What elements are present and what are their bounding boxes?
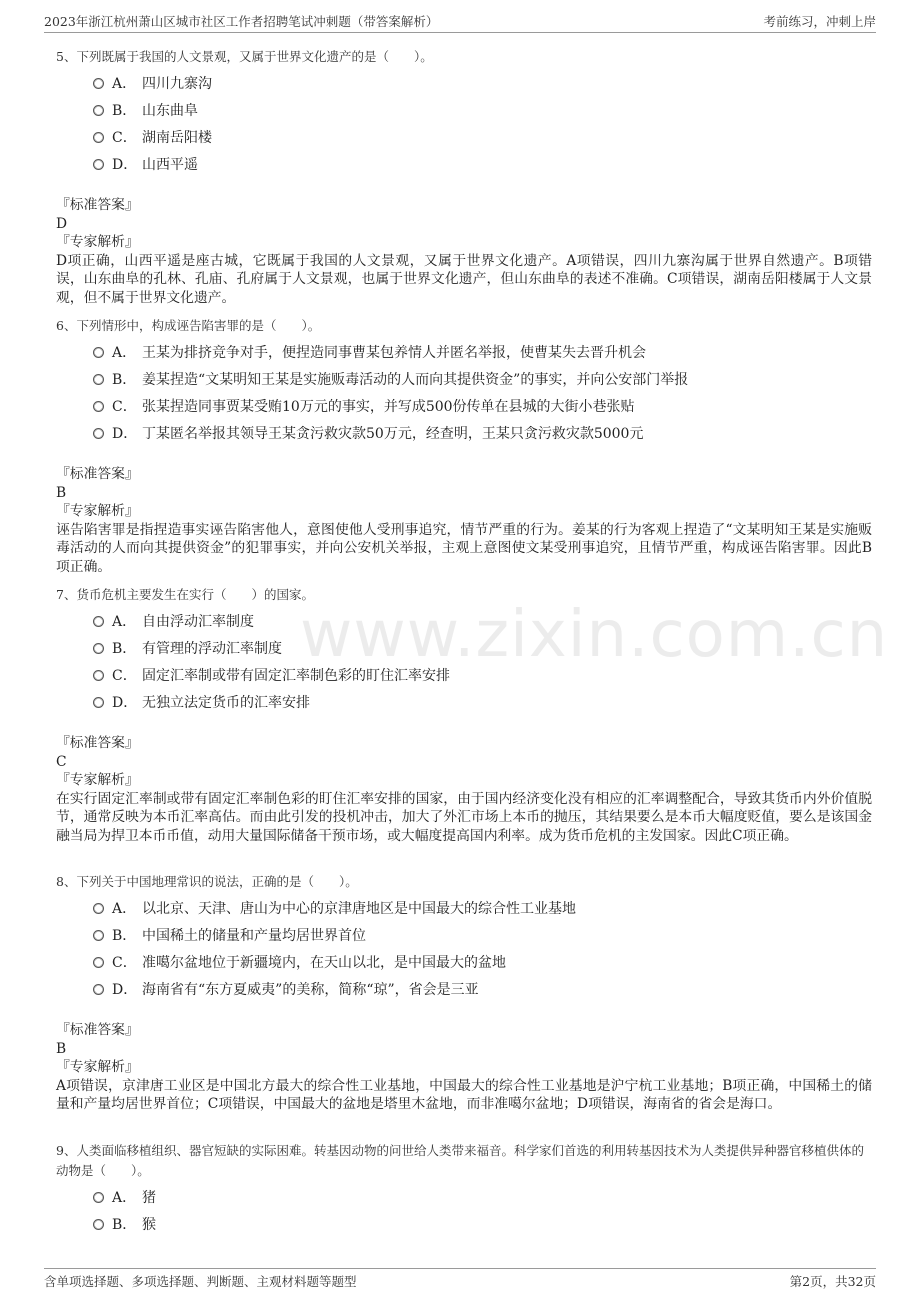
analysis-text: A项错误，京津唐工业区是中国北方最大的综合性工业基地，中国最大的综合性工业基地是沪宁杭工业基地；B项正确，中国稀土的储量和产量均居世界首位；C项错误，中国最大的盆地是塔里木盆地，而非准噶尔盆地；D项错误，海南省的省会是海口。 [56, 1077, 872, 1112]
option-text: 张某捏造同事贾某受贿10万元的事实，并写成500份传单在县城的大街小巷张贴 [142, 399, 635, 415]
option-letter: C． [112, 955, 137, 971]
question-stem: 9、人类面临移植组织、器官短缺的实际困难。转基因动物的问世给人类带来福音。科学家们首选的利用转基因技术为人类提供异种器官移植供体的动物是（ ）。 [56, 1143, 864, 1178]
option-c[interactable] [93, 950, 872, 977]
footer-note: 含单项选择题、多项选择题、判断题、主观材料题等题型 [44, 1274, 357, 1289]
radio-icon[interactable] [93, 428, 104, 439]
radio-icon[interactable] [93, 374, 104, 385]
radio-icon[interactable] [93, 1219, 104, 1230]
option-text: 中国稀土的储量和产量均居世界首位 [142, 928, 366, 944]
radio-icon[interactable] [93, 697, 104, 708]
question-9 [56, 1141, 872, 1239]
option-text: 姜某捏造“文某明知王某是实施贩毒活动的人而向其提供资金”的事实，并向公安部门举报 [142, 372, 689, 388]
option-letter: D． [112, 695, 138, 711]
option-letter: B． [112, 641, 137, 657]
option-letter: C． [112, 668, 137, 684]
answer-block [56, 465, 872, 576]
radio-icon[interactable] [93, 903, 104, 914]
option-text: 王某为排挤竞争对手，便捏造同事曹某包养情人并匿名举报，使曹某失去晋升机会 [142, 345, 646, 361]
option-a[interactable] [93, 71, 872, 98]
option-letter: D． [112, 157, 138, 173]
analysis-label: 『专家解析』 [56, 772, 139, 788]
option-text: 山东曲阜 [142, 103, 198, 119]
option-text: 湖南岳阳楼 [142, 130, 212, 146]
analysis-text: 诬告陷害罪是指捏造事实诬告陷害他人，意图使他人受刑事追究，情节严重的行为。姜某的行为客观上捏造了“文某明知王某是实施贩毒活动的人而向其提供资金”的犯罪事实，并向公安机关举报，主观上意图使文某受刑事追究，且情节严重，构成诬告陷害罪。因此B项正确。 [56, 521, 872, 575]
option-a[interactable] [93, 609, 872, 636]
option-text: 以北京、天津、唐山为中心的京津唐地区是中国最大的综合性工业基地 [142, 901, 576, 917]
option-b[interactable] [93, 1212, 872, 1239]
radio-icon[interactable] [93, 616, 104, 627]
option-letter: B． [112, 372, 137, 388]
watermark: www.zixin.com.cn [300, 598, 889, 672]
radio-icon[interactable] [93, 1192, 104, 1203]
radio-icon[interactable] [93, 105, 104, 116]
answer-block [56, 196, 872, 307]
answer-value: B [56, 1040, 67, 1057]
answer-value: B [56, 484, 67, 501]
option-d[interactable] [93, 152, 872, 179]
option-letter: D． [112, 982, 138, 998]
option-text: 有管理的浮动汇率制度 [142, 641, 282, 657]
option-b[interactable] [93, 367, 872, 394]
analysis-text: D项正确，山西平遥是座古城，它既属于我国的人文景观，又属于世界文化遗产。A项错误，四川九寨沟属于世界自然遗产。B项错误，山东曲阜的孔林、孔庙、孔府属于人文景观，也属于世界文化遗产，但山东曲阜的表述不准确。C项错误，湖南岳阳楼属于人文景观，但不属于世界文化遗产。 [56, 252, 872, 306]
option-text: 猴 [142, 1217, 156, 1233]
answer-label: 『标准答案』 [56, 735, 139, 751]
analysis-label: 『专家解析』 [56, 1059, 139, 1075]
option-letter: B． [112, 1217, 137, 1233]
radio-icon[interactable] [93, 930, 104, 941]
option-text: 固定汇率制或带有固定汇率制色彩的盯住汇率安排 [142, 668, 450, 684]
answer-label: 『标准答案』 [56, 466, 139, 482]
option-c[interactable] [93, 663, 872, 690]
question-5 [56, 47, 872, 307]
question-stem: 8、下列关于中国地理常识的说法，正确的是（ ）。 [56, 874, 358, 889]
option-text: 猪 [142, 1190, 156, 1206]
radio-icon[interactable] [93, 670, 104, 681]
option-text: 山西平遥 [142, 157, 198, 173]
option-letter: C． [112, 399, 137, 415]
question-stem: 5、下列既属于我国的人文景观，又属于世界文化遗产的是（ ）。 [56, 49, 433, 64]
radio-icon[interactable] [93, 984, 104, 995]
option-letter: A． [112, 1190, 137, 1206]
document-title: 2023年浙江杭州萧山区城市社区工作者招聘笔试冲刺题（带答案解析） [44, 14, 439, 29]
option-b[interactable] [93, 923, 872, 950]
question-6 [56, 316, 872, 576]
option-text: 四川九寨沟 [142, 76, 212, 92]
option-list [93, 71, 872, 179]
option-b[interactable] [93, 98, 872, 125]
radio-icon[interactable] [93, 132, 104, 143]
option-d[interactable] [93, 421, 872, 448]
radio-icon[interactable] [93, 159, 104, 170]
page-footer [44, 1268, 876, 1293]
answer-block [56, 1021, 872, 1114]
option-a[interactable] [93, 1185, 872, 1212]
option-b[interactable] [93, 636, 872, 663]
option-text: 无独立法定货币的汇率安排 [142, 695, 310, 711]
option-c[interactable] [93, 125, 872, 152]
question-8 [56, 872, 872, 1114]
option-list [93, 896, 872, 1004]
option-a[interactable] [93, 896, 872, 923]
question-stem: 7、货币危机主要发生在实行（ ）的国家。 [56, 587, 314, 602]
radio-icon[interactable] [93, 957, 104, 968]
answer-value: C [56, 753, 67, 770]
page-number: 第2页，共32页 [789, 1274, 876, 1289]
option-letter: A． [112, 901, 137, 917]
option-letter: A． [112, 614, 137, 630]
analysis-label: 『专家解析』 [56, 234, 139, 250]
page-header [44, 10, 876, 33]
option-letter: A． [112, 76, 137, 92]
option-text: 丁某匿名举报其领导王某贪污救灾款50万元，经查明，王某只贪污救灾款5000元 [142, 426, 644, 442]
option-list [93, 1185, 872, 1239]
option-text: 自由浮动汇率制度 [142, 614, 254, 630]
option-d[interactable] [93, 977, 872, 1004]
option-letter: D． [112, 426, 138, 442]
option-letter: B． [112, 928, 137, 944]
radio-icon[interactable] [93, 643, 104, 654]
option-a[interactable] [93, 340, 872, 367]
option-text: 准噶尔盆地位于新疆境内，在天山以北，是中国最大的盆地 [142, 955, 506, 971]
answer-value: D [56, 215, 68, 232]
question-stem: 6、下列情形中，构成诬告陷害罪的是（ ）。 [56, 318, 321, 333]
radio-icon[interactable] [93, 347, 104, 358]
question-7 [56, 585, 872, 845]
option-list [93, 609, 872, 717]
option-c[interactable] [93, 394, 872, 421]
option-letter: B． [112, 103, 137, 119]
analysis-label: 『专家解析』 [56, 503, 139, 519]
option-text: 海南省有“东方夏威夷”的美称，简称“琼”，省会是三亚 [142, 982, 479, 998]
answer-label: 『标准答案』 [56, 197, 139, 213]
radio-icon[interactable] [93, 401, 104, 412]
option-letter: C． [112, 130, 137, 146]
radio-icon[interactable] [93, 78, 104, 89]
header-slogan: 考前练习，冲刺上岸 [763, 14, 876, 29]
option-d[interactable] [93, 690, 872, 717]
option-letter: A． [112, 345, 137, 361]
analysis-text: 在实行固定汇率制或带有固定汇率制色彩的盯住汇率安排的国家，由于国内经济变化没有相应的汇率调整配合，导致其货币内外价值脱节，通常反映为本币汇率高估。而由此引发的投机冲击，加大了外汇市场上本币的抛压，其结果要么是本币大幅度贬值，要么是该国金融当局为捍卫本币币值，动用大量国际储备干预市场，或大幅度提高国内利率。成为货币危机的主发国家。因此C项正确。 [56, 790, 872, 844]
answer-block [56, 734, 872, 845]
answer-label: 『标准答案』 [56, 1022, 139, 1038]
option-list [93, 340, 872, 448]
